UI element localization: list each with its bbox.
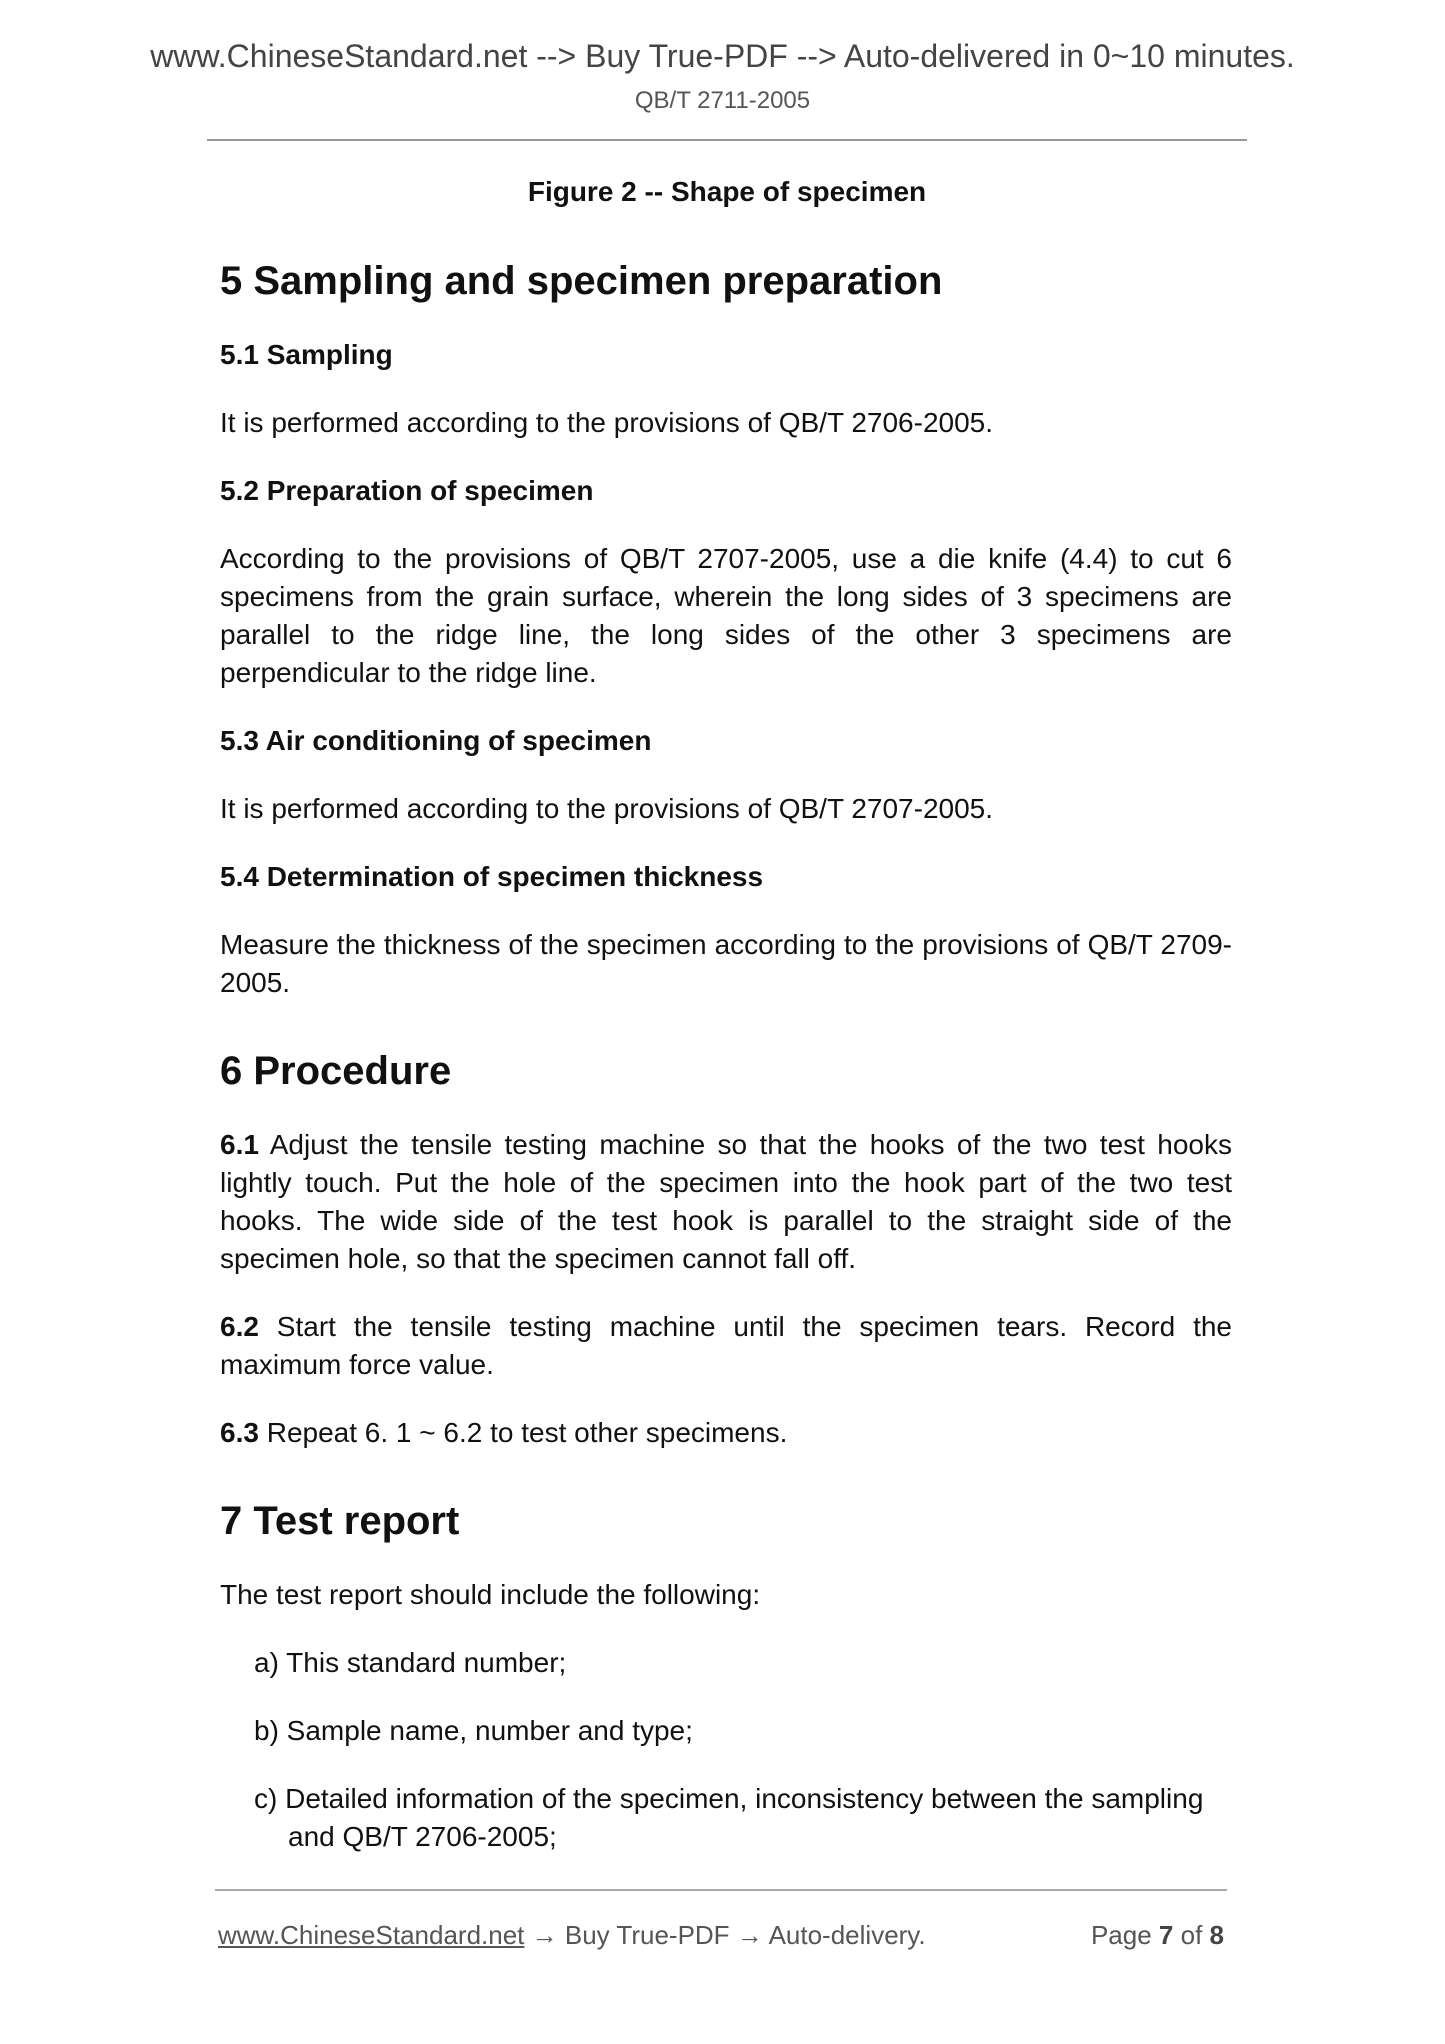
section-7-heading: 7 Test report [220, 1499, 460, 1543]
section-6-1-paragraph [220, 1126, 1232, 1278]
section-5-3-heading: 5.3 Air conditioning of specimen [220, 725, 652, 756]
list-item: c) Detailed information of the specimen, inconsistency between the sampling and QB/T 2706-2005; [254, 1783, 1204, 1852]
section-5-3-text: It is performed according to the provisions of QB/T 2707-2005. [220, 793, 994, 824]
section-5-4-heading: 5.4 Determination of specimen thickness [220, 861, 764, 892]
footer-tagline: → Buy True-PDF → Auto-delivery. [524, 1920, 926, 1950]
section-5-4-text: Measure the thickness of the specimen according to the provisions of QB/T 2709-2005. [220, 929, 1232, 998]
current-page: 7 [1158, 1920, 1174, 1950]
figure-caption: Figure 2 -- Shape of specimen [527, 176, 927, 207]
footer-divider [215, 1889, 1227, 1891]
section-6-3-paragraph [220, 1414, 1232, 1452]
clause-number: 6.1 [220, 1129, 259, 1160]
section-6-2-paragraph [220, 1308, 1232, 1384]
clause-text: Adjust the tensile testing machine so that the hooks of the two test hooks lightly touch. Put the hole of the specimen into the hook part of the two test hooks. The wide side of the test hook is parallel to the straight side of the specimen hole, so that the specimen cannot fall off. [220, 1129, 1232, 1274]
clause-text: Start the tensile testing machine until the specimen tears. Record the maximum force value. [220, 1311, 1232, 1380]
clause-number: 6.3 [220, 1417, 259, 1448]
document-body [220, 170, 1232, 1856]
section-6-heading: 6 Procedure [220, 1049, 452, 1093]
section-5-1-text: It is performed according to the provisions of QB/T 2706-2005. [220, 407, 994, 438]
clause-number: 6.2 [220, 1311, 259, 1342]
page-footer [218, 1918, 1230, 1952]
clause-text: Repeat 6. 1 ~ 6.2 to test other specimens. [258, 1417, 788, 1448]
page-header [0, 36, 1445, 116]
page-label: Page [1090, 1920, 1159, 1950]
section-5-heading: 5 Sampling and specimen preparation [220, 259, 943, 303]
page-of-label: of [1173, 1920, 1210, 1950]
section-5-2-text: According to the provisions of QB/T 2707-2005, use a die knife (4.4) to cut 6 specimens from the grain surface, wherein the long sides of 3 specimens are parallel to the ridge line, the long sides of the other 3 specimens are perpendicular to the ridge line. [220, 543, 1232, 688]
list-item: a) This standard number; [254, 1647, 567, 1678]
header-banner: www.ChineseStandard.net --> Buy True-PDF --> Auto-delivered in 0~10 minutes. [150, 38, 1295, 74]
footer-site-link[interactable]: www.ChineseStandard.net [218, 1920, 525, 1950]
total-pages: 8 [1209, 1920, 1224, 1950]
standard-code: QB/T 2711-2005 [634, 87, 811, 114]
section-5-2-heading: 5.2 Preparation of specimen [220, 475, 594, 506]
list-item: b) Sample name, number and type; [254, 1715, 693, 1746]
section-5-1-heading: 5.1 Sampling [220, 339, 393, 370]
section-7-intro: The test report should include the following: [220, 1579, 761, 1610]
page-indicator [1091, 1918, 1224, 1952]
header-divider [207, 139, 1247, 141]
